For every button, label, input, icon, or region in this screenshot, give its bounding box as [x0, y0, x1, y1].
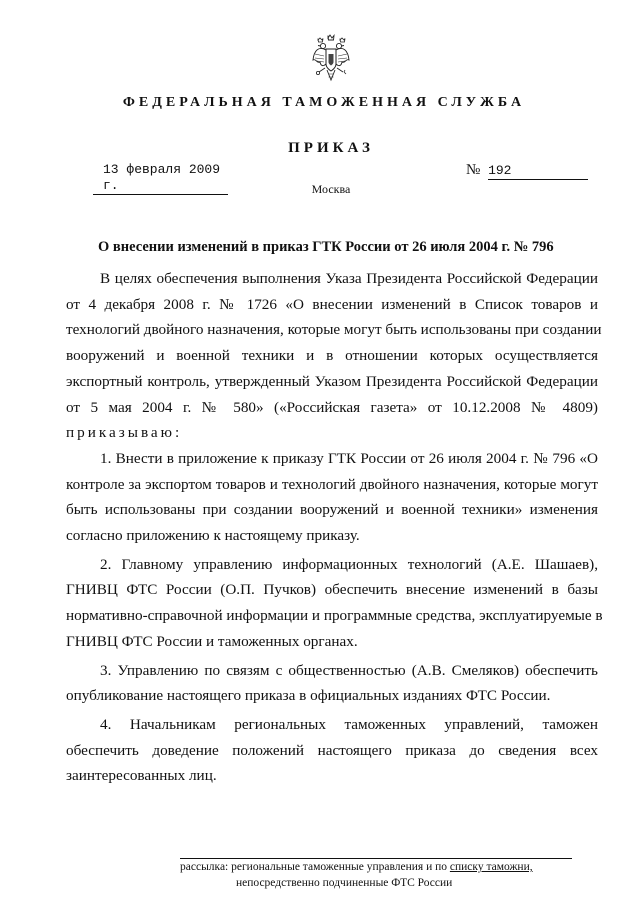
order-body	[66, 266, 603, 789]
distribution-line-2: непосредственно подчиненные ФТС России	[236, 877, 453, 889]
distribution-prefix: рассылка: региональные таможенные управления и по	[180, 861, 450, 873]
item-line: контроле за экспортом товаров и технологий двойного назначения, которые могут	[66, 475, 598, 493]
order-word: приказываю:	[66, 424, 183, 442]
order-number: 192	[488, 163, 588, 180]
order-item-4	[66, 712, 598, 789]
item-line: ГНИВЦ ФТС России (О.П. Пучков) обеспечить внесение изменений в базы	[66, 581, 598, 599]
item-line: быть использованы при создании вооружений и военной техники» изменения	[66, 501, 598, 519]
distribution-line-1	[180, 859, 572, 875]
distribution-note	[180, 858, 572, 891]
russian-coat-of-arms-icon	[311, 34, 351, 84]
order-item-2	[66, 552, 603, 655]
preamble-line: экспортный контроль, утвержденный Указом Президента Российской Федерации	[66, 372, 598, 390]
order-date: 13 февраля 2009 г.	[93, 162, 228, 195]
distribution-list-link: списку таможни,	[449, 861, 533, 873]
item-line: обеспечить доведение положений настоящего приказа до сведения всех	[66, 741, 598, 759]
item-line: опубликование настоящего приказа в официальных изданиях ФТС России.	[66, 687, 551, 705]
order-subject: О внесении изменений в приказ ГТК России от 26 июля 2004 г. № 796	[98, 239, 554, 255]
document-type-title: ПРИКАЗ	[288, 140, 374, 156]
preamble-line: технологий двойного назначения, которые могут быть использованы при создании	[66, 321, 602, 339]
item-line: заинтересованных лиц.	[66, 767, 217, 785]
preamble-line: от 5 мая 2004 г. № 580» («Российская газета» от 10.12.2008 № 4809)	[66, 398, 598, 416]
item-line: 3. Управлению по связям с общественностью (А.В. Смеляков) обеспечить	[100, 661, 598, 679]
preamble-line: от 4 декабря 2008 г. № 1726 «О внесении изменений в Список товаров и	[66, 295, 598, 313]
item-line: ГНИВЦ ФТС России и таможенных органах.	[66, 632, 358, 650]
agency-name: ФЕДЕРАЛЬНАЯ ТАМОЖЕННАЯ СЛУЖБА	[122, 95, 526, 110]
item-line: 1. Внести в приложение к приказу ГТК России от 26 июля 2004 г. № 796 «О	[100, 449, 598, 467]
item-line: 4. Начальникам региональных таможенных управлений, таможен	[100, 715, 598, 733]
issue-city: Москва	[311, 182, 351, 196]
order-item-3	[66, 658, 598, 709]
order-number-block	[466, 162, 592, 180]
number-sign: №	[466, 162, 481, 178]
item-line: нормативно-справочной информации и программные средства, эксплуатируемые в	[66, 607, 603, 625]
preamble-line: вооружений и военной техники и в отношении которых осуществляется	[66, 347, 598, 365]
preamble-paragraph	[66, 266, 602, 446]
item-line: 2. Главному управлению информационных технологий (А.Е. Шашаев),	[100, 555, 598, 573]
preamble-line: В целях обеспечения выполнения Указа Президента Российской Федерации	[100, 270, 598, 287]
order-item-1	[66, 446, 598, 549]
item-line: согласно приложению к настоящему приказу.	[66, 527, 360, 545]
